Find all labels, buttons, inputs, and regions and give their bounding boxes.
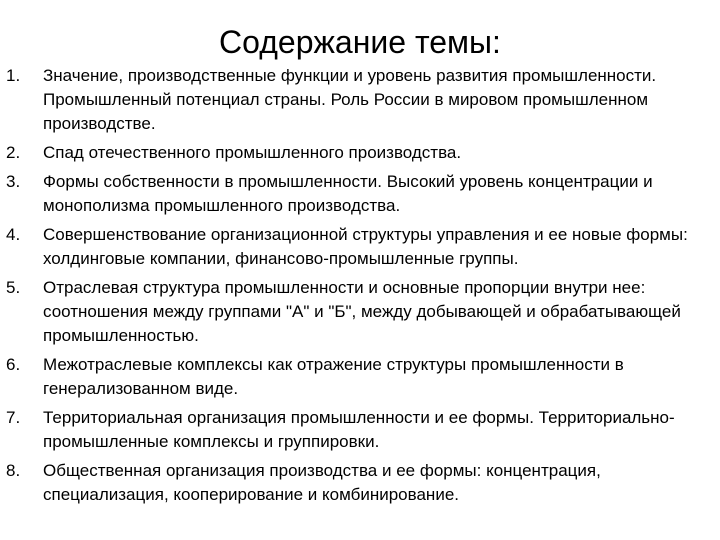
item-text: Отраслевая структура промышленности и основные пропорции внутри нее: соотношения между группами "А" и "Б", между добывающей и обрабатывающей промышленностью. — [43, 278, 681, 345]
item-number: 6. — [6, 355, 21, 374]
item-number: 8. — [6, 461, 21, 480]
topic-list — [6, 64, 714, 512]
item-text: Совершенствование организационной структуры управления и ее новые формы: холдинговые компании, финансово-промышленные группы. — [43, 225, 688, 268]
item-text: Значение, производственные функции и уровень развития промышленности. Промышленный потенциал страны. Роль России в мировом промышленном производстве. — [43, 66, 657, 133]
item-text: Общественная организация производства и ее формы: концентрация, специализация, кооперирование и комбинирование. — [43, 461, 601, 504]
list-item — [6, 276, 714, 348]
item-number: 2. — [6, 143, 21, 162]
item-text: Формы собственности в промышленности. Высокий уровень концентрации и монополизма промышленного производства. — [43, 172, 653, 215]
item-number: 1. — [6, 66, 21, 85]
slide-title: Содержание темы: — [219, 24, 501, 60]
list-item — [6, 64, 714, 136]
list-item — [6, 141, 714, 165]
item-number: 3. — [6, 172, 21, 191]
item-text: Территориальная организация промышленности и ее формы. Территориально-промышленные комплексы и группировки. — [43, 408, 675, 451]
item-text: Спад отечественного промышленного производства. — [43, 143, 462, 162]
list-item — [6, 406, 714, 454]
list-item — [6, 170, 714, 218]
list-item — [6, 353, 714, 401]
item-number: 7. — [6, 408, 21, 427]
list-item — [6, 223, 714, 271]
item-text: Межотраслевые комплексы как отражение структуры промышленности в генерализованном виде. — [43, 355, 624, 398]
item-number: 5. — [6, 278, 21, 297]
item-number: 4. — [6, 225, 21, 244]
list-item — [6, 459, 714, 507]
